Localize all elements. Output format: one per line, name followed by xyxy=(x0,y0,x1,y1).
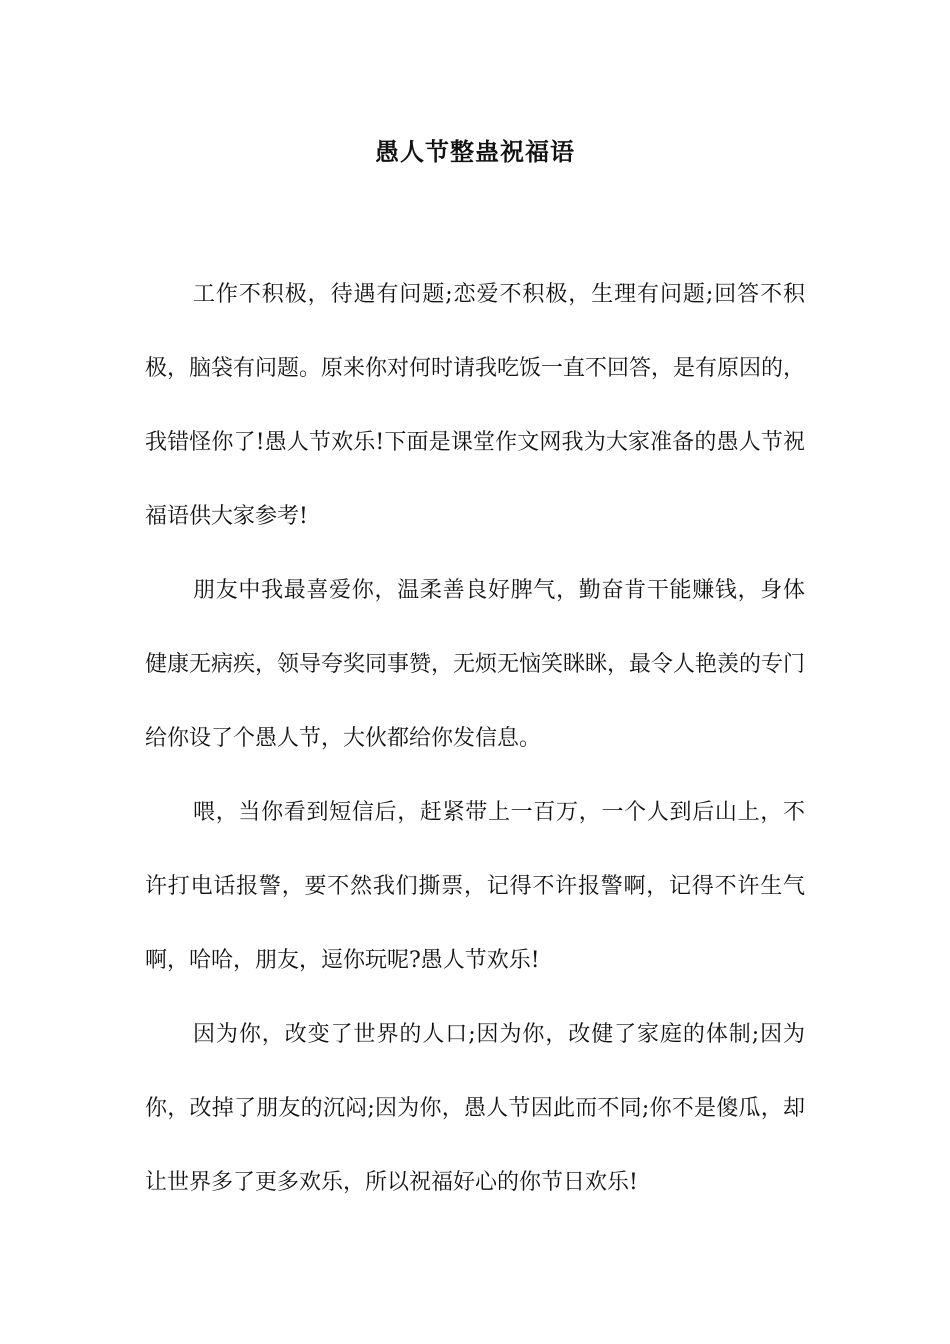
paragraph: 因为你，改变了世界的人口;因为你，改健了家庭的体制;因为你，改掉了朋友的沉闷;因为你，愚人节因此而不同;你不是傻瓜，却让世界多了更多欢乐，所以祝福好心的你节日欢乐! xyxy=(145,1022,805,1195)
paragraph: 朋友中我最喜爱你，温柔善良好脾气，勤奋肯干能赚钱，身体健康无病疾，领导夸奖同事赞，无烦无恼笑眯眯，最令人艳羡的专门给你设了个愚人节，大伙都给你发信息。 xyxy=(145,578,806,751)
paragraph: 喂，当你看到短信后，赶紧带上一百万，一个人到后山上，不许打电话报警，要不然我们撕票，记得不许报警啊，记得不许生气啊，哈哈，朋友，逗你玩呢?愚人节欢乐! xyxy=(145,800,805,973)
document-title: 愚人节整蛊祝福语 xyxy=(375,137,575,166)
document-body xyxy=(145,258,805,1220)
paragraph: 工作不积极，待遇有问题;恋爱不积极，生理有问题;回答不积极，脑袋有问题。原来你对何时请我吃饭一直不回答，是有原因的，我错怪你了!愚人节欢乐!下面是课堂作文网我为大家准备的愚人节祝福语供大家参考! xyxy=(145,282,806,529)
